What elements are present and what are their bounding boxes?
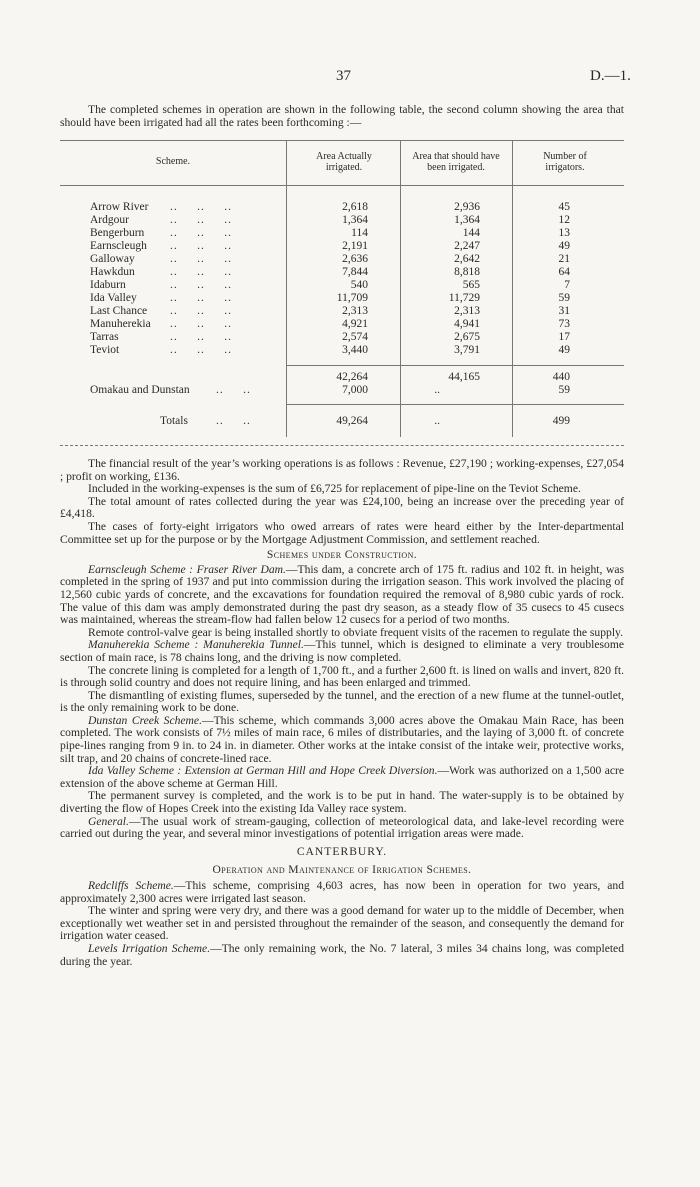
- general-lead: General.: [88, 814, 129, 828]
- area-irrigated: 1,364: [342, 214, 368, 226]
- winter-paragraph: The winter and spring were very dry, and there was a good demand for water up to the middle of December, when exceptionally wet weather set in and persisted throughout the remainder of the season, and consequently the demand for irrigation water ceased.: [60, 904, 624, 943]
- totals-irrigators: 499: [552, 415, 570, 427]
- totals-area-irrigated: 49,264: [336, 415, 368, 427]
- scheme-name: Bengerburn: [90, 227, 145, 239]
- totals-row: [60, 415, 624, 428]
- header-area-irrigated: Area Actually irrigated.: [316, 151, 372, 173]
- area-should: ..: [434, 384, 440, 396]
- scheme-name: Teviot: [90, 344, 120, 356]
- leader-dots: .. .. ..: [170, 227, 232, 239]
- scheme-name: Tarras: [90, 331, 119, 343]
- leader-dots: .. ..: [216, 384, 251, 396]
- intro-paragraph: [60, 104, 624, 129]
- leader-dots: .. .. ..: [170, 331, 232, 343]
- area-should: 3,791: [454, 344, 480, 356]
- leader-dots: .. .. ..: [170, 214, 232, 226]
- earnscleugh-paragraph: [60, 564, 624, 627]
- table-row: [60, 318, 624, 331]
- area-irrigated: 3,440: [342, 344, 368, 356]
- area-should: 1,364: [454, 214, 480, 226]
- scheme-name: Hawkdun: [90, 266, 135, 278]
- arrears-paragraph: The cases of forty-eight irrigators who owed arrears of rates were heard either by the Inter-departmental Committee set up for the purpose or by the Mortgage Adjustment Commission, and settlement reached.: [60, 519, 624, 546]
- redcliffs-lead: Redcliffs Scheme.: [88, 879, 174, 892]
- scheme-name: Arrow River: [90, 201, 149, 213]
- header-irrigators: Number of irrigators.: [543, 151, 587, 173]
- totals-area-should: ..: [434, 415, 440, 427]
- dunstan-text: —This scheme, which commands 3,000 acres above the Omakau Main Race, has been completed. The work consists of 7½ miles of main race, 6 miles of distributaries, and the laying of 3,000 ft. of concrete pipe-lines ranging from 9 in. to 24 in. in diameter. Other works at the intake consist of the intake weir, protective works, silt trap, and 20 chains of concrete-lined race.: [60, 713, 624, 765]
- area-should: 2,936: [454, 201, 480, 213]
- ida-valley-lead: Ida Valley Scheme : Extension at German Hill and Hope Creek Diversion.: [88, 764, 438, 778]
- scheme-name: Omakau and Dunstan: [90, 384, 190, 396]
- dunstan-lead: Dunstan Creek Scheme.: [88, 713, 202, 727]
- subtotal-rule: [286, 365, 624, 366]
- area-irrigated: 2,313: [342, 305, 368, 317]
- leader-dots: .. .. ..: [170, 253, 232, 265]
- irrigators-count: 73: [558, 318, 570, 330]
- area-should: 8,818: [454, 266, 480, 278]
- leader-dots: .. ..: [216, 415, 251, 427]
- survey-paragraph: The permanent survey is completed, and the work is to be put in hand. The water-supply is to be obtained by diverting the flow of Hopes Creek into the existing Ida Valley race system.: [60, 789, 624, 816]
- section-heading-construction: Schemes under Construction.: [266, 548, 418, 562]
- table-row: [60, 331, 624, 344]
- area-should: 11,729: [448, 292, 480, 304]
- lining-paragraph: The concrete lining is completed for a length of 1,700 ft., and a further 2,600 ft. is lined on walls and invert, 820 ft. is through solid country and does not require lining, and has been enlarged and trimmed.: [60, 663, 624, 690]
- table-row: [60, 214, 624, 227]
- ida-valley-paragraph: [60, 765, 624, 790]
- table-row: [60, 201, 624, 214]
- table-bottom-rule: [60, 445, 624, 446]
- irrigators-count: 45: [558, 201, 570, 213]
- irrigators-count: 49: [558, 344, 570, 356]
- scheme-name: Ida Valley: [90, 292, 137, 304]
- table-row: [60, 305, 624, 318]
- scheme-name: Manuherekia: [90, 318, 151, 330]
- rates-paragraph: The total amount of rates collected during the year was £24,100, being an increase over the preceding year of £4,418.: [60, 494, 624, 521]
- general-paragraph: [60, 816, 624, 841]
- header-area-should: Area that should have been irrigated.: [412, 151, 500, 173]
- header-divider: [60, 185, 624, 186]
- table-row: [60, 266, 624, 279]
- financial-paragraph: The financial result of the year’s working operations is as follows : Revenue, £27,190 ; working-expenses, £27,054 ; profit on working, £136.: [60, 457, 624, 483]
- table-row: [60, 240, 624, 253]
- leader-dots: .. .. ..: [170, 292, 232, 304]
- scheme-name: Idaburn: [90, 279, 126, 291]
- area-irrigated: 7,000: [342, 384, 368, 396]
- table-row: [60, 253, 624, 266]
- area-should: 4,941: [454, 318, 480, 330]
- section-heading-canterbury: CANTERBURY.: [296, 844, 388, 858]
- area-irrigated: 114: [351, 227, 368, 239]
- area-irrigated: 4,921: [342, 318, 368, 330]
- area-irrigated: 11,709: [336, 292, 368, 304]
- intro-text: The completed schemes in operation are shown in the following table, the second column showing the area that should have been irrigated had all the rates been forthcoming :—: [60, 103, 624, 129]
- area-should: 565: [462, 279, 480, 291]
- scheme-name: Earnscleugh: [90, 240, 147, 252]
- leader-dots: .. .. ..: [170, 344, 232, 356]
- general-text: —The usual work of stream-gauging, collection of meteorological data, and lake-level recording were carried out during the year, and several minor investigations of potential irrigation areas were made.: [60, 814, 624, 841]
- leader-dots: .. .. ..: [170, 266, 232, 278]
- table-row: [60, 279, 624, 292]
- irrigators-count: 64: [558, 266, 570, 278]
- area-irrigated: 7,844: [342, 266, 368, 278]
- flumes-paragraph: The dismantling of existing flumes, superseded by the tunnel, and the erection of a new flume at the tunnel-outlet, is the only remaining work to be done.: [60, 688, 624, 715]
- area-should: 2,642: [454, 253, 480, 265]
- subtotal-irrigators: 440: [552, 371, 570, 383]
- area-irrigated: 2,618: [342, 201, 368, 213]
- irrigators-count: 59: [558, 292, 570, 304]
- levels-text: —The only remaining work, the No. 7 lateral, 3 miles 34 chains long, was completed during the year.: [60, 941, 625, 968]
- subtotal-area-irrigated: 42,264: [336, 371, 368, 383]
- irrigators-count: 59: [558, 384, 570, 396]
- earnscleugh-lead: Earnscleugh Scheme : Fraser River Dam.: [88, 562, 286, 576]
- area-irrigated: 2,191: [342, 240, 368, 252]
- scheme-name: Last Chance: [90, 305, 148, 317]
- area-should: 2,247: [454, 240, 480, 252]
- control-valve-paragraph: Remote control-valve gear is being installed shortly to obviate frequent visits of the racemen to regulate the supply.: [88, 625, 623, 639]
- levels-lead: Levels Irrigation Scheme.: [88, 941, 211, 955]
- area-should: 2,313: [454, 305, 480, 317]
- manuherekia-paragraph: [60, 639, 624, 664]
- irrigators-count: 13: [558, 227, 570, 239]
- totals-rule: [286, 404, 624, 405]
- levels-paragraph: [60, 943, 624, 968]
- leader-dots: .. .. ..: [170, 318, 232, 330]
- table-row: [60, 292, 624, 305]
- irrigators-count: 31: [558, 305, 570, 317]
- document-code: D.—1.: [590, 68, 631, 84]
- leader-dots: .. .. ..: [170, 279, 232, 291]
- leader-dots: .. .. ..: [170, 201, 232, 213]
- redcliffs-text: —This scheme, comprising 4,603 acres, has now been in operation for two years, and approximately 2,300 acres were irrigated last season.: [60, 879, 624, 905]
- table-row: [60, 344, 624, 357]
- table-top-rule: [60, 140, 624, 141]
- ida-valley-text: —Work was authorized on a 1,500 acre extension of the above scheme at German Hill.: [60, 764, 624, 790]
- omakau-row: [60, 384, 624, 397]
- totals-label: Totals: [160, 415, 188, 427]
- scheme-table: [60, 140, 624, 445]
- irrigators-count: 7: [564, 279, 570, 291]
- leader-dots: .. .. ..: [170, 305, 232, 317]
- body-text: [60, 458, 624, 968]
- header-scheme: Scheme.: [155, 156, 191, 167]
- irrigators-count: 21: [558, 253, 570, 265]
- irrigators-count: 17: [558, 331, 570, 343]
- area-irrigated: 2,636: [342, 253, 368, 265]
- irrigators-count: 49: [558, 240, 570, 252]
- dunstan-paragraph: [60, 715, 624, 765]
- area-should: 2,675: [454, 331, 480, 343]
- scheme-name: Ardgour: [90, 214, 129, 226]
- earnscleugh-text: —This dam, a concrete arch of 175 ft. radius and 102 ft. in height, was completed in the spring of 1937 and put into commission during the irrigation season. This work involved the placing of 12,560 cubic yards of concrete, and the excavations for foundation required the removal of 8,980 cubic yards of rock. The value of this dam was amply demonstrated during the past dry season, as a steady flow of 35 cusecs to 45 cusecs was maintained, whereas the stream-flow had fallen below 12 cusecs for a period of two months.: [60, 562, 624, 627]
- manuherekia-lead: Manuherekia Scheme : Manuherekia Tunnel.: [88, 638, 304, 652]
- page-number: 37: [336, 68, 351, 84]
- section-heading-operation: Operation and Maintenance of Irrigation Schemes.: [212, 863, 472, 877]
- scheme-name: Galloway: [90, 253, 135, 265]
- redcliffs-paragraph: [60, 880, 624, 905]
- subtotal-area-should: 44,165: [448, 371, 480, 383]
- leader-dots: .. .. ..: [170, 240, 232, 252]
- table-row: [60, 227, 624, 240]
- area-irrigated: 2,574: [342, 331, 368, 343]
- subtotal-row: [60, 371, 624, 384]
- area-irrigated: 540: [350, 279, 368, 291]
- irrigators-count: 12: [558, 214, 570, 226]
- working-expenses-paragraph: Included in the working-expenses is the sum of £6,725 for replacement of pipe-line on the Teviot Scheme.: [88, 482, 581, 496]
- area-should: 144: [462, 227, 480, 239]
- manuherekia-text: —This tunnel, which is designed to eliminate a very troublesome section of main race, is 78 chains long, and the driving is now completed.: [60, 638, 624, 664]
